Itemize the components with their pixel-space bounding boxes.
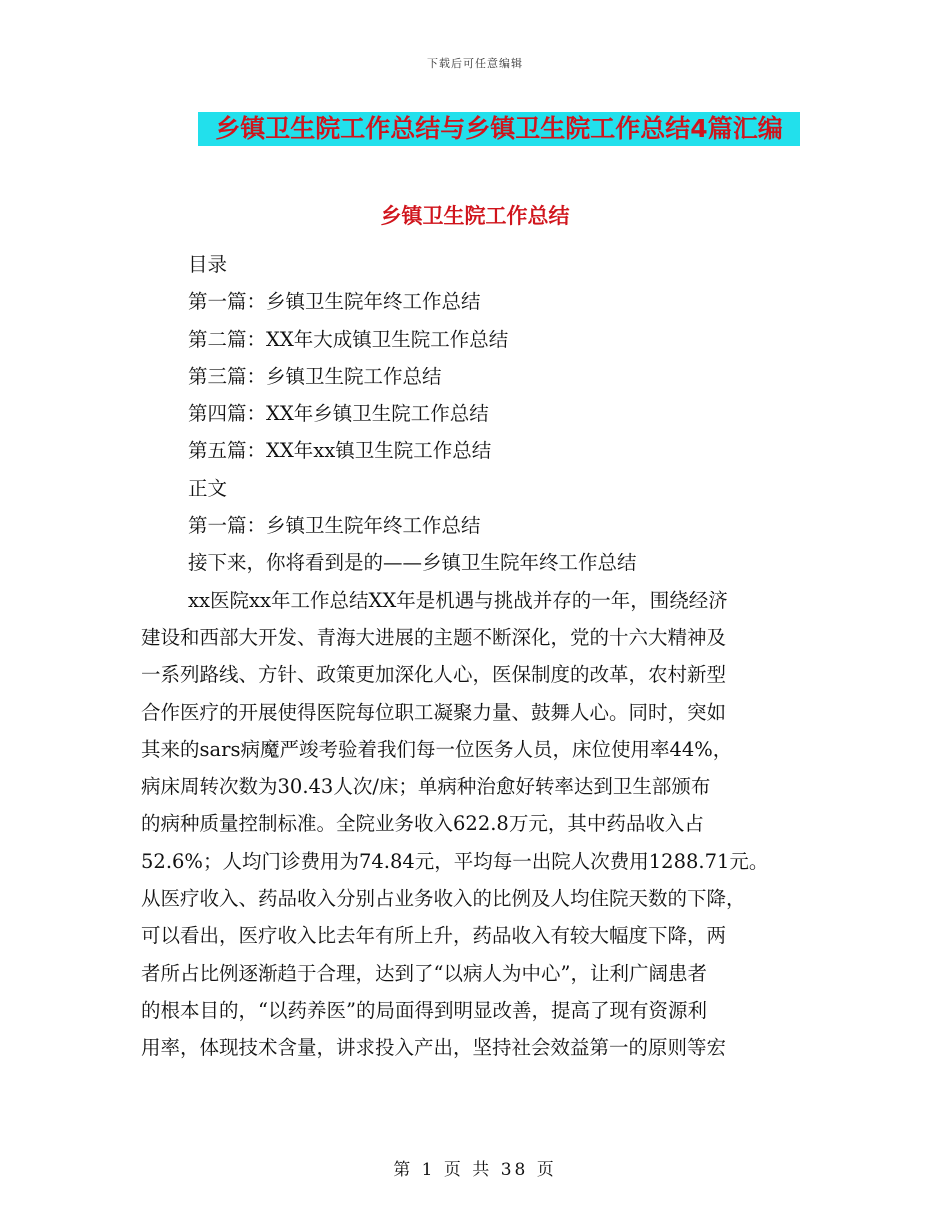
toc-heading: 目录 (188, 253, 228, 276)
toc-item-3: 第三篇：乡镇卫生院工作总结 (188, 364, 442, 388)
paragraph-line: 可以看出，医疗收入比去年有所上升，药品收入有较大幅度下降，两 (141, 924, 727, 948)
paragraph-line: 其来的sars病魔严竣考验着我们每一位医务人员，床位使用率44%， (141, 737, 733, 761)
paragraph-line: 合作医疗的开展使得医院每位职工凝聚力量、鼓舞人心。同时，突如 (141, 700, 727, 724)
paragraph-line: 病床周转次数为30.43人次/床；单病种治愈好转率达到卫生部颁布 (141, 775, 711, 799)
page-number-footer: 第 1 页 共 38 页 (393, 1160, 557, 1180)
paragraph-line: 52.6%；人均门诊费用为74.84元，平均每一出院人次费用1288.71元。 (141, 849, 769, 873)
document-title: 乡镇卫生院工作总结与乡镇卫生院工作总结4篇汇编 (198, 112, 800, 146)
section-heading: 第一篇：乡镇卫生院年终工作总结 (188, 514, 481, 538)
page-header-note: 下载后可任意编辑 (427, 57, 523, 70)
toc-item-2: 第二篇：XX年大成镇卫生院工作总结 (188, 327, 509, 351)
paragraph-line: 的病种质量控制标准。全院业务收入622.8万元，其中药品收入占 (141, 812, 704, 836)
body-heading: 正文 (188, 476, 228, 500)
paragraph-line: 建设和西部大开发、青海大进展的主题不断深化，党的十六大精神及 (141, 625, 727, 649)
toc-item-5: 第五篇：XX年xx镇卫生院工作总结 (188, 439, 492, 463)
paragraph-line: xx医院xx年工作总结XX年是机遇与挑战并存的一年，围绕经济 (188, 588, 728, 612)
paragraph-line: 一系列路线、方针、政策更加深化人心，医保制度的改革，农村新型 (141, 663, 727, 687)
toc-item-1: 第一篇：乡镇卫生院年终工作总结 (188, 290, 481, 314)
paragraph-line: 的根本目的，“以药养医”的局面得到明显改善，提高了现有资源利 (141, 998, 707, 1022)
paragraph-line: 用率，体现技术含量，讲求投入产出，坚持社会效益第一的原则等宏 (141, 1036, 727, 1060)
intro-line: 接下来，你将看到是的——乡镇卫生院年终工作总结 (188, 551, 637, 575)
document-subtitle: 乡镇卫生院工作总结 (380, 204, 570, 228)
paragraph-line: 者所占比例逐渐趋于合理，达到了“以病人为中心”，让利广阔患者 (141, 961, 707, 985)
document-body (141, 246, 831, 1067)
toc-item-4: 第四篇：XX年乡镇卫生院工作总结 (188, 402, 489, 426)
paragraph-line: 从医疗收入、药品收入分别占业务收入的比例及人均住院天数的下降， (141, 887, 746, 911)
